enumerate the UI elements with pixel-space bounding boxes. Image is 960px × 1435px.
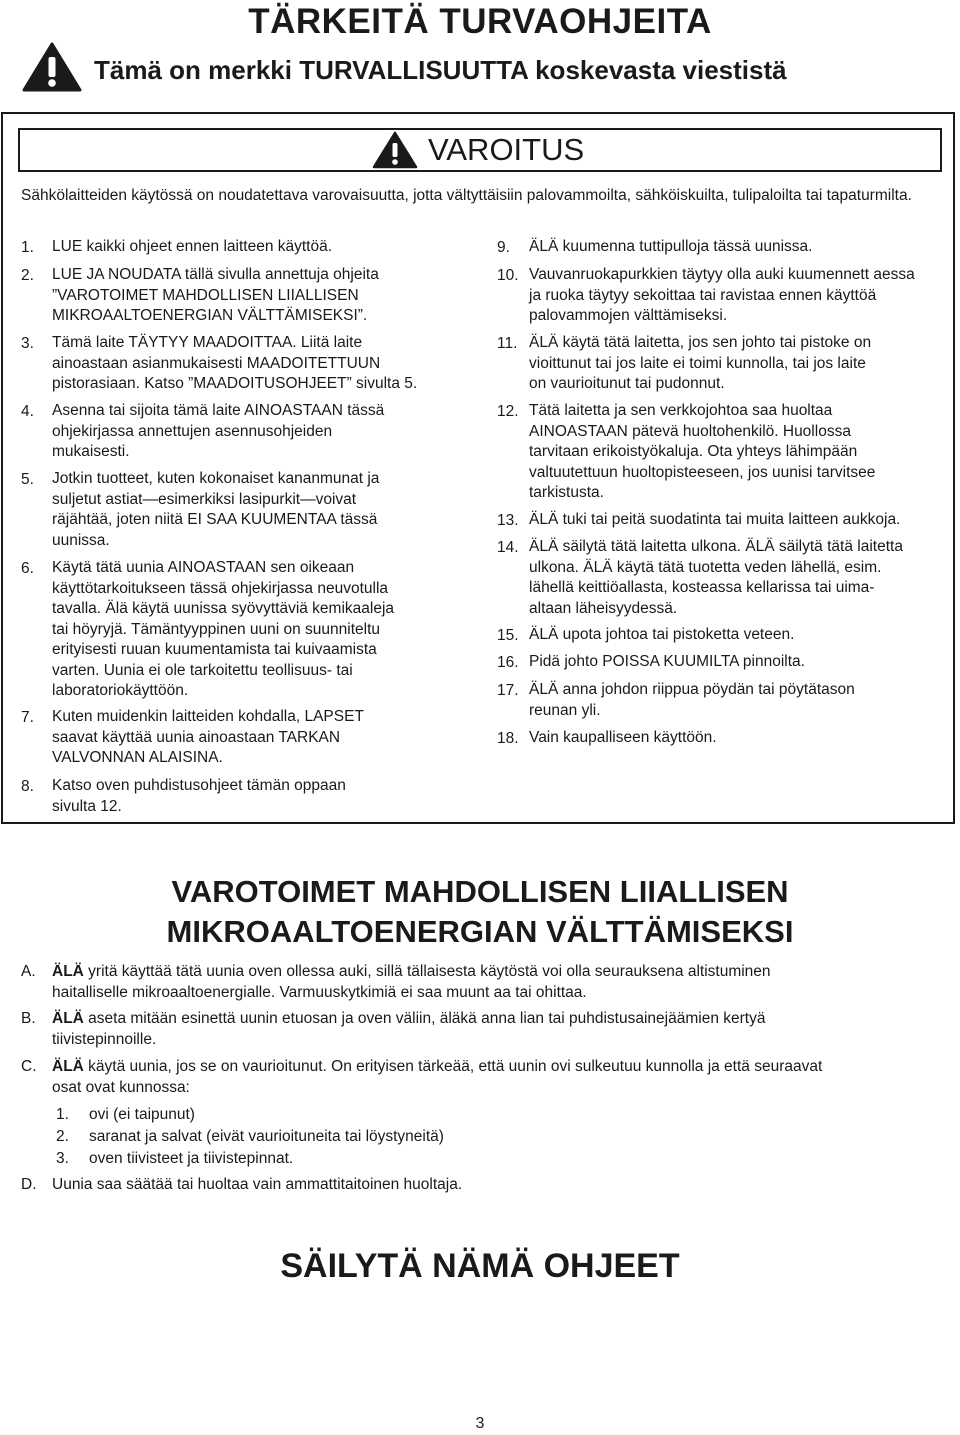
item-number: 11. <box>497 335 518 352</box>
item-text: valtuutettuun huoltopisteeseen, jos uunisi tarvitsee <box>529 463 876 481</box>
item-text: ulkona. ÄLÄ käytä tätä tuotetta veden lähellä, esim. <box>529 558 882 576</box>
subitem-text: saranat ja salvat (eivät vaurioituneita tai löystyneitä) <box>89 1128 444 1145</box>
item-text: laboratoriokäyttöön. <box>52 682 189 699</box>
item-text: uunissa. <box>52 531 110 549</box>
item-text: suljetut astiat—esimerkiksi lasipurkit—voivat <box>52 490 357 508</box>
item-text: saavat käyttää uunia ainoastaan TARKAN <box>52 728 341 746</box>
item-text: VALVONNAN ALAISINA. <box>52 749 223 766</box>
item-number: 4. <box>21 403 34 420</box>
item-text: pistorasiaan. Katso ”MAADOITUSOHJEET” sivulta 5. <box>52 375 418 392</box>
item-text: varten. Uunia ei ole tarkoitettu teollisuus- tai <box>52 661 353 679</box>
item-number: 3. <box>21 335 34 352</box>
section-title: MIKROAALTOENERGIAN VÄLTTÄMISEKSI <box>166 914 794 949</box>
footer-title: SÄILYTÄ NÄMÄ OHJEET <box>280 1247 680 1285</box>
item-number: 13. <box>497 512 519 529</box>
item-text: Käytä tätä uunia AINOASTAAN sen oikeaan <box>52 559 355 576</box>
item-text: altaan läheisyydessä. <box>529 599 678 617</box>
warning-triangle-icon <box>372 131 418 169</box>
item-number: 16. <box>497 654 519 671</box>
item-number: 5. <box>21 471 34 488</box>
item-text: lähellä keittiöallasta, kosteassa kellarissa tai uima- <box>529 579 875 596</box>
safety-message-subtitle: Tämä on merkki TURVALLISUUTTA koskevasta viestistä <box>94 55 787 85</box>
item-text: Tätä laitetta ja sen verkkojohtoa saa huoltaa <box>529 402 833 419</box>
item-text-line: osat ovat kunnossa: <box>52 1079 190 1096</box>
section-title: VAROTOIMET MAHDOLLISEN LIIALLISEN <box>171 874 789 909</box>
item-letter: A. <box>21 963 36 980</box>
page-title: TÄRKEITÄ TURVAOHJEITA <box>248 2 712 41</box>
subitem-text: ovi (ei taipunut) <box>89 1106 195 1123</box>
item-text: mukaisesti. <box>52 443 130 460</box>
item-letter: D. <box>21 1176 37 1193</box>
item-text: LUE JA NOUDATA tällä sivulla annettuja ohjeita <box>52 266 379 283</box>
item-number: 9. <box>497 239 510 256</box>
emphasis: ÄLÄ <box>52 963 84 980</box>
item-text: Tämä laite TÄYTYY MAADOITTAA. Liitä laite <box>52 334 363 351</box>
item-letter: C. <box>21 1058 37 1075</box>
item-text: erityisesti ruuan kuumentamista tai kuivaamista <box>52 641 377 658</box>
emphasis: ÄLÄ <box>52 1010 84 1027</box>
item-number: 8. <box>21 778 34 795</box>
item-text: reunan yli. <box>529 701 601 719</box>
item-number: 15. <box>497 627 519 644</box>
item-number: 10. <box>497 267 519 284</box>
item-text: Kuten muidenkin laitteiden kohdalla, LAPSET <box>52 708 364 725</box>
item-text: Katso oven puhdistusohjeet tämän oppaan <box>52 777 346 794</box>
item-text: tavalla. Älä käytä uunissa syövyttäviä kemikaaleja <box>52 600 395 617</box>
item-text <box>52 1056 822 1077</box>
subitem-number: 3. <box>56 1150 69 1167</box>
item-text: LUE kaikki ohjeet ennen laitteen käyttöä. <box>52 238 333 255</box>
item-text: ÄLÄ säilytä tätä laitetta ulkona. ÄLÄ säilytä tätä laitetta <box>529 538 903 555</box>
item-number: 17. <box>497 682 519 699</box>
subitem-text: oven tiivisteet ja tiivistepinnat. <box>89 1150 294 1167</box>
item-text: MIKROAALTOENERGIAN VÄLTTÄMISEKSI”. <box>52 307 368 324</box>
item-number: 1. <box>21 239 34 256</box>
item-text: tarkistusta. <box>529 484 604 501</box>
warning-title: VAROITUS <box>428 132 585 167</box>
item-text: sivulta 12. <box>52 797 122 815</box>
item-text: ÄLÄ anna johdon riippua pöydän tai pöytätason <box>529 681 855 698</box>
item-number: 6. <box>21 560 34 577</box>
item-text: on vaurioitunut tai pudonnut. <box>529 375 725 392</box>
item-text: Vain kaupalliseen käyttöön. <box>529 729 717 746</box>
item-text: räjähtää, joten niitä EI SAA KUUMENTAA tässä <box>52 511 378 528</box>
item-text-line: aseta mitään esinettä uunin etuosan ja oven väliin, äläkä anna lian tai puhdistusainejäämien kertyä <box>88 1010 766 1027</box>
item-text: käyttötarkoitukseen tässä ohjekirjassa neuvotulla <box>52 579 389 597</box>
item-text: ”VAROTOIMET MAHDOLLISEN LIIALLISEN <box>52 286 359 304</box>
emphasis: ÄLÄ <box>52 1058 84 1075</box>
item-text-line: yritä käyttää tätä uunia oven ollessa auki, sillä tällaisesta käytöstä voi olla seurauksena altistuminen <box>88 963 771 980</box>
item-text: ÄLÄ upota johtoa tai pistoketta veteen. <box>529 626 795 643</box>
item-text: Jotkin tuotteet, kuten kokonaiset kananmunat ja <box>52 470 380 487</box>
item-text: ja ruoka täytyy sekoittaa tai ravistaa ennen käyttöä <box>529 286 877 304</box>
subitem-number: 2. <box>56 1128 69 1145</box>
page-number: 3 <box>475 1415 485 1432</box>
item-text: Asenna tai sijoita tämä laite AINOASTAAN tässä <box>52 402 385 419</box>
item-number: 2. <box>21 267 34 284</box>
warning-intro: Sähkölaitteiden käytössä on noudatettava varovaisuutta, jotta vältyttäisiin palovammoilta, sähköiskuilta, tulipaloilta tai tapaturmilta. <box>21 187 912 204</box>
item-number: 14. <box>497 539 519 556</box>
item-text: tai höyryjä. Tämäntyyppinen uuni on suunniteltu <box>52 620 381 638</box>
item-text: AINOASTAAN pätevä huoltohenkilö. Huollossa <box>529 422 851 440</box>
item-text-line: haitalliselle mikroaaltoenergialle. Varmuuskytkimiä ei saa muunt aa tai ohittaa. <box>52 984 587 1001</box>
item-text-line: Uunia saa säätää tai huoltaa vain ammattitaitoinen huoltaja. <box>52 1176 463 1193</box>
item-number: 18. <box>497 730 519 747</box>
item-text: Pidä johto POISSA KUUMILTA pinnoilta. <box>529 653 805 670</box>
item-text: Vauvanruokapurkkien täytyy olla auki kuumennett aessa <box>529 266 915 283</box>
item-text: ohjekirjassa annettujen asennusohjeiden <box>52 422 333 440</box>
item-text: ÄLÄ kuumenna tuttipulloja tässä uunissa. <box>529 238 813 255</box>
item-text: palovammojen välttämiseksi. <box>529 307 728 324</box>
warning-triangle-icon <box>22 42 82 92</box>
item-text: ainoastaan asianmukaisesti MAADOITETTUUN <box>52 354 381 372</box>
item-text: vioittunut tai jos laite ei toimi kunnolla, tai jos laite <box>529 354 866 372</box>
item-text: ÄLÄ käytä tätä laitetta, jos sen johto tai pistoke on <box>529 334 872 351</box>
item-text <box>52 961 771 982</box>
item-text: ÄLÄ tuki tai peitä suodatinta tai muita laitteen aukkoja. <box>529 511 901 528</box>
item-number: 12. <box>497 403 519 420</box>
item-text-line: tiivistepinnoille. <box>52 1031 157 1048</box>
item-text: tarvitaan erikoistyökaluja. Ota yhteys lähimpään <box>529 443 858 460</box>
item-text-line: käytä uunia, jos se on vaurioitunut. On erityisen tärkeää, että uunin ovi sulkeutuu kunnolla ja että seuraavat <box>88 1058 823 1075</box>
item-text <box>52 1008 765 1029</box>
subitem-number: 1. <box>56 1106 69 1123</box>
item-letter: B. <box>21 1010 36 1027</box>
item-number: 7. <box>21 709 34 726</box>
